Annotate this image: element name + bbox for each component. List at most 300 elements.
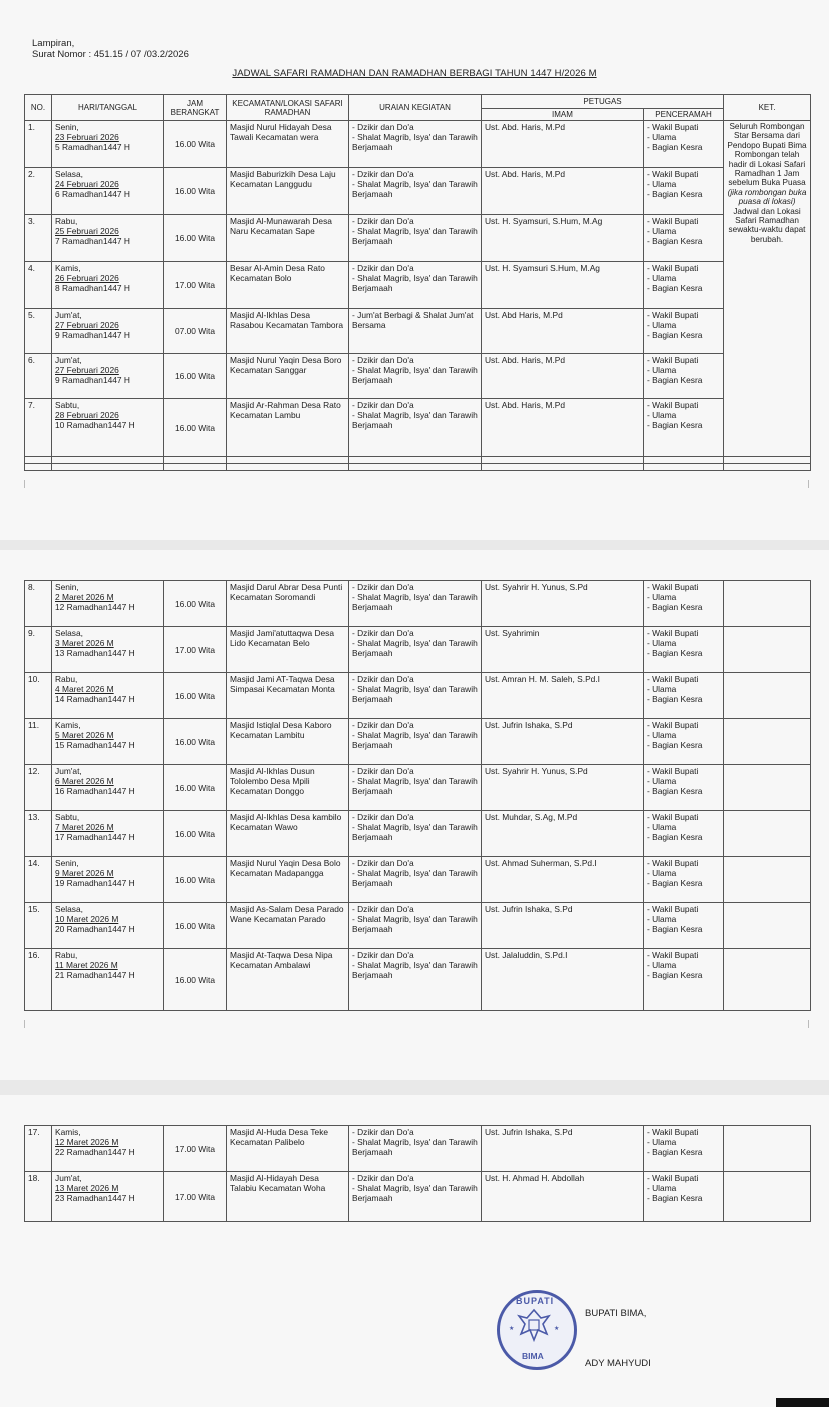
day-name: Senin, (55, 582, 79, 592)
penceramah-item: - Wakil Bupati (647, 122, 720, 132)
penceramah-item: - Bagian Kesra (647, 142, 720, 152)
empty-cell (164, 457, 227, 464)
penceramah-item: - Bagian Kesra (647, 924, 720, 934)
date-hijri: 22 Ramadhan1447 H (55, 1147, 135, 1157)
uraian-item: - Shalat Magrib, Isya' dan Tarawih Berjamaah (352, 776, 478, 796)
cell-hari (52, 581, 164, 627)
uraian-item: - Dzikir dan Do'a (352, 766, 478, 776)
empty-cell (644, 457, 724, 464)
date-masehi: 12 Maret 2026 M (55, 1137, 119, 1147)
cell-no: 11. (25, 719, 52, 765)
date-hijri: 7 Ramadhan1447 H (55, 236, 130, 246)
signature-block (497, 1290, 697, 1380)
cell-penceramah (644, 215, 724, 262)
signature-role: BUPATI BIMA, (585, 1308, 647, 1319)
cell-ket (724, 857, 811, 903)
date-masehi: 11 Maret 2026 M (55, 960, 118, 970)
cell-jam: 16.00 Wita (164, 949, 227, 1011)
penceramah-item: - Bagian Kesra (647, 420, 720, 430)
table-row (25, 627, 811, 673)
cell-penceramah (644, 1172, 724, 1222)
table-row (25, 581, 811, 627)
cell-no: 17. (25, 1126, 52, 1172)
date-masehi: 28 Februari 2026 (55, 410, 119, 420)
day-name: Kamis, (55, 720, 81, 730)
cell-jam: 16.00 Wita (164, 765, 227, 811)
cell-uraian (349, 857, 482, 903)
schedule-table-3 (24, 1125, 811, 1222)
uraian-item: - Shalat Magrib, Isya' dan Tarawih Berjamaah (352, 868, 478, 888)
seal-bottom-text: BIMA (522, 1351, 544, 1361)
cell-imam: Ust. H. Syamsuri, S.Hum, M.Ag (482, 215, 644, 262)
ket-line: Jadwal dan Lokasi Safari Ramadhan sewaktu-waktu dapat berubah. (728, 206, 806, 244)
cell-hari (52, 903, 164, 949)
penceramah-item: - Ulama (647, 730, 720, 740)
schedule-table-2 (24, 580, 811, 1011)
table-row (25, 903, 811, 949)
day-name: Jum'at, (55, 766, 82, 776)
penceramah-item: - Bagian Kesra (647, 970, 720, 980)
cell-no: 5. (25, 309, 52, 354)
cell-lokasi: Masjid Nurul Yaqin Desa Bolo Kecamatan Madapangga (227, 857, 349, 903)
penceramah-item: - Wakil Bupati (647, 766, 720, 776)
uraian-item: - Dzikir dan Do'a (352, 1173, 478, 1183)
penceramah-item: - Ulama (647, 914, 720, 924)
cell-no: 8. (25, 581, 52, 627)
table-row (25, 309, 811, 354)
cell-imam: Ust. H. Ahmad H. Abdollah (482, 1172, 644, 1222)
penceramah-item: - Ulama (647, 776, 720, 786)
cell-jam: 16.00 Wita (164, 719, 227, 765)
date-hijri: 17 Ramadhan1447 H (55, 832, 135, 842)
cell-lokasi: Masjid Nurul Hidayah Desa Tawali Kecamatan wera (227, 121, 349, 168)
cell-imam: Ust. Syahrir H. Yunus, S.Pd (482, 581, 644, 627)
uraian-item: - Dzikir dan Do'a (352, 628, 478, 638)
cell-lokasi: Masjid Istiqlal Desa Kaboro Kecamatan Lambitu (227, 719, 349, 765)
penceramah-item: - Ulama (647, 410, 720, 420)
penceramah-item: - Wakil Bupati (647, 858, 720, 868)
uraian-item: - Dzikir dan Do'a (352, 582, 478, 592)
cell-lokasi: Masjid Nurul Yaqin Desa Boro Kecamatan Sanggar (227, 354, 349, 399)
uraian-item: - Shalat Magrib, Isya' dan Tarawih Berjamaah (352, 730, 478, 750)
cell-penceramah (644, 765, 724, 811)
date-masehi: 3 Maret 2026 M (55, 638, 114, 648)
uraian-item: - Shalat Magrib, Isya' dan Tarawih Berjamaah (352, 822, 478, 842)
cell-lokasi: Masjid Al-Ikhlas Desa kambilo Kecamatan Wawo (227, 811, 349, 857)
cell-imam: Ust. Abd Haris, M.Pd (482, 309, 644, 354)
crop-mark (800, 480, 809, 488)
date-masehi: 9 Maret 2026 M (55, 868, 114, 878)
empty-cell (164, 464, 227, 471)
penceramah-item: - Ulama (647, 1137, 720, 1147)
cell-ket (724, 811, 811, 857)
cell-uraian (349, 399, 482, 457)
table-row (25, 215, 811, 262)
surat-nomor: Surat Nomor : 451.15 / 07 /03.2/2026 (32, 49, 189, 60)
cell-hari (52, 399, 164, 457)
date-hijri: 9 Ramadhan1447 H (55, 375, 130, 385)
uraian-item: - Dzikir dan Do'a (352, 720, 478, 730)
page-1 (0, 0, 829, 540)
date-masehi: 26 Februari 2026 (55, 273, 119, 283)
empty-cell (227, 457, 349, 464)
uraian-item: - Dzikir dan Do'a (352, 263, 478, 273)
cell-jam: 16.00 Wita (164, 354, 227, 399)
penceramah-item: - Ulama (647, 592, 720, 602)
penceramah-item: - Wakil Bupati (647, 674, 720, 684)
penceramah-item: - Wakil Bupati (647, 812, 720, 822)
penceramah-item: - Bagian Kesra (647, 283, 720, 293)
cell-jam: 07.00 Wita (164, 309, 227, 354)
empty-cell (482, 457, 644, 464)
cell-uraian (349, 168, 482, 215)
penceramah-item: - Wakil Bupati (647, 904, 720, 914)
uraian-item: - Jum'at Berbagi & Shalat Jum'at Bersama (352, 310, 478, 330)
cell-hari (52, 1172, 164, 1222)
cell-no: 6. (25, 354, 52, 399)
day-name: Senin, (55, 858, 79, 868)
col-hari: HARI/TANGGAL (52, 95, 164, 121)
penceramah-item: - Bagian Kesra (647, 236, 720, 246)
uraian-item: - Shalat Magrib, Isya' dan Tarawih Berjamaah (352, 179, 478, 199)
penceramah-item: - Ulama (647, 868, 720, 878)
date-masehi: 10 Maret 2026 M (55, 914, 119, 924)
penceramah-item: - Ulama (647, 638, 720, 648)
cell-hari (52, 673, 164, 719)
uraian-item: - Shalat Magrib, Isya' dan Tarawih Berjamaah (352, 684, 478, 704)
uraian-item: - Shalat Magrib, Isya' dan Tarawih Berjamaah (352, 365, 478, 385)
cell-penceramah (644, 857, 724, 903)
col-ket: KET. (724, 95, 811, 121)
page-2 (0, 550, 829, 1080)
day-name: Jum'at, (55, 355, 82, 365)
date-masehi: 6 Maret 2026 M (55, 776, 114, 786)
uraian-item: - Shalat Magrib, Isya' dan Tarawih Berjamaah (352, 226, 478, 246)
uraian-item: - Dzikir dan Do'a (352, 812, 478, 822)
uraian-item: - Dzikir dan Do'a (352, 904, 478, 914)
table-row (25, 168, 811, 215)
empty-cell (349, 464, 482, 471)
empty-cell (52, 457, 164, 464)
uraian-item: - Shalat Magrib, Isya' dan Tarawih Berjamaah (352, 273, 478, 293)
cell-jam: 16.00 Wita (164, 121, 227, 168)
penceramah-item: - Bagian Kesra (647, 740, 720, 750)
day-name: Jum'at, (55, 310, 82, 320)
date-hijri: 5 Ramadhan1447 H (55, 142, 130, 152)
date-hijri: 23 Ramadhan1447 H (55, 1193, 135, 1203)
table-row (25, 1126, 811, 1172)
cell-hari (52, 765, 164, 811)
day-name: Jum'at, (55, 1173, 82, 1183)
empty-row (25, 457, 811, 464)
date-masehi: 7 Maret 2026 M (55, 822, 114, 832)
cell-lokasi: Masjid Al-Ikhlas Dusun Tololembo Desa Mpili Kecamatan Donggo (227, 765, 349, 811)
cell-uraian (349, 215, 482, 262)
date-hijri: 21 Ramadhan1447 H (55, 970, 135, 980)
penceramah-item: - Wakil Bupati (647, 169, 720, 179)
date-hijri: 20 Ramadhan1447 H (55, 924, 135, 934)
cell-ket (724, 719, 811, 765)
cell-lokasi: Masjid At-Taqwa Desa Nipa Kecamatan Ambalawi (227, 949, 349, 1011)
penceramah-item: - Bagian Kesra (647, 189, 720, 199)
cell-jam: 16.00 Wita (164, 903, 227, 949)
date-hijri: 15 Ramadhan1447 H (55, 740, 135, 750)
cell-no: 10. (25, 673, 52, 719)
table-row (25, 262, 811, 309)
col-lokasi: KECAMATAN/LOKASI SAFARI RAMADHAN (227, 95, 349, 121)
cell-uraian (349, 121, 482, 168)
uraian-item: - Dzikir dan Do'a (352, 216, 478, 226)
cell-uraian (349, 262, 482, 309)
cell-lokasi: Masjid Ar-Rahman Desa Rato Kecamatan Lambu (227, 399, 349, 457)
cell-uraian (349, 1126, 482, 1172)
uraian-item: - Dzikir dan Do'a (352, 1127, 478, 1137)
cell-penceramah (644, 399, 724, 457)
cell-lokasi: Masjid Al-Huda Desa Teke Kecamatan Palibelo (227, 1126, 349, 1172)
col-petugas: PETUGAS (482, 95, 724, 109)
cell-jam: 16.00 Wita (164, 581, 227, 627)
uraian-item: - Dzikir dan Do'a (352, 169, 478, 179)
uraian-item: - Shalat Magrib, Isya' dan Tarawih Berjamaah (352, 132, 478, 152)
date-hijri: 12 Ramadhan1447 H (55, 602, 135, 612)
day-name: Kamis, (55, 1127, 81, 1137)
cell-penceramah (644, 673, 724, 719)
table-row (25, 354, 811, 399)
ket-line: Rombongan telah hadir di Lokasi Safari Ramadhan 1 Jam sebelum Buka Puasa (728, 150, 806, 188)
table-row (25, 949, 811, 1011)
table-row (25, 811, 811, 857)
date-masehi: 5 Maret 2026 M (55, 730, 114, 740)
lampiran-header (32, 38, 189, 60)
empty-cell (227, 464, 349, 471)
penceramah-item: - Bagian Kesra (647, 602, 720, 612)
uraian-item: - Dzikir dan Do'a (352, 355, 478, 365)
penceramah-item: - Ulama (647, 132, 720, 142)
penceramah-item: - Wakil Bupati (647, 263, 720, 273)
cell-lokasi: Masjid Jami AT-Taqwa Desa Simpasai Kecamatan Monta (227, 673, 349, 719)
cell-imam: Ust. Abd. Haris, M.Pd (482, 121, 644, 168)
cell-no: 2. (25, 168, 52, 215)
date-masehi: 24 Februari 2026 (55, 179, 119, 189)
cell-lokasi: Masjid Baburizkih Desa Laju Kecamatan Langgudu (227, 168, 349, 215)
table-body-1 (25, 121, 811, 471)
cell-hari (52, 168, 164, 215)
empty-cell (724, 457, 811, 464)
penceramah-item: - Ulama (647, 273, 720, 283)
cell-no: 14. (25, 857, 52, 903)
uraian-item: - Shalat Magrib, Isya' dan Tarawih Berjamaah (352, 592, 478, 612)
document-title: JADWAL SAFARI RAMADHAN DAN RAMADHAN BERBAGI TAHUN 1447 H/2026 M (232, 68, 597, 79)
date-masehi: 27 Februari 2026 (55, 320, 119, 330)
cell-jam: 16.00 Wita (164, 857, 227, 903)
day-name: Selasa, (55, 169, 83, 179)
cell-hari (52, 1126, 164, 1172)
day-name: Selasa, (55, 628, 83, 638)
penceramah-item: - Bagian Kesra (647, 786, 720, 796)
cell-no: 18. (25, 1172, 52, 1222)
day-name: Rabu, (55, 950, 78, 960)
date-masehi: 13 Maret 2026 M (55, 1183, 119, 1193)
penceramah-item: - Ulama (647, 320, 720, 330)
day-name: Kamis, (55, 263, 81, 273)
empty-cell (482, 464, 644, 471)
day-name: Rabu, (55, 216, 78, 226)
date-hijri: 10 Ramadhan1447 H (55, 420, 135, 430)
cell-jam: 17.00 Wita (164, 1172, 227, 1222)
cell-penceramah (644, 262, 724, 309)
col-uraian: URAIAN KEGIATAN (349, 95, 482, 121)
date-hijri: 9 Ramadhan1447 H (55, 330, 130, 340)
day-name: Rabu, (55, 674, 78, 684)
date-hijri: 8 Ramadhan1447 H (55, 283, 130, 293)
cell-imam: Ust. Syahrir H. Yunus, S.Pd (482, 765, 644, 811)
cell-penceramah (644, 309, 724, 354)
cell-imam: Ust. H. Syamsuri S.Hum, M.Ag (482, 262, 644, 309)
cell-ket (724, 581, 811, 627)
cell-imam: Ust. Abd. Haris, M.Pd (482, 354, 644, 399)
uraian-item: - Dzikir dan Do'a (352, 122, 478, 132)
cell-penceramah (644, 581, 724, 627)
penceramah-item: - Bagian Kesra (647, 330, 720, 340)
penceramah-item: - Ulama (647, 365, 720, 375)
empty-cell (644, 464, 724, 471)
empty-cell (724, 464, 811, 471)
day-name: Selasa, (55, 904, 83, 914)
schedule-table-1 (24, 94, 811, 471)
cell-penceramah (644, 354, 724, 399)
penceramah-item: - Wakil Bupati (647, 1127, 720, 1137)
table-row (25, 399, 811, 457)
uraian-item: - Shalat Magrib, Isya' dan Tarawih Berjamaah (352, 914, 478, 934)
cell-uraian (349, 673, 482, 719)
uraian-item: - Shalat Magrib, Isya' dan Tarawih Berjamaah (352, 1137, 478, 1157)
empty-cell (349, 457, 482, 464)
cell-ket (724, 673, 811, 719)
penceramah-item: - Ulama (647, 960, 720, 970)
cell-imam: Ust. Syahrimin (482, 627, 644, 673)
cell-no: 16. (25, 949, 52, 1011)
cell-hari (52, 121, 164, 168)
cell-hari (52, 215, 164, 262)
penceramah-item: - Bagian Kesra (647, 1193, 720, 1203)
uraian-item: - Shalat Magrib, Isya' dan Tarawih Berjamaah (352, 410, 478, 430)
crop-mark (24, 1020, 33, 1028)
date-hijri: 19 Ramadhan1447 H (55, 878, 135, 888)
page-3 (0, 1095, 829, 1407)
cell-jam: 17.00 Wita (164, 262, 227, 309)
table-row (25, 1172, 811, 1222)
uraian-item: - Dzikir dan Do'a (352, 400, 478, 410)
cell-jam: 16.00 Wita (164, 168, 227, 215)
cell-lokasi: Masjid Al-Ikhlas Desa Rasabou Kecamatan Tambora (227, 309, 349, 354)
col-jam: JAM BERANGKAT (164, 95, 227, 121)
cell-uraian (349, 903, 482, 949)
penceramah-item: - Bagian Kesra (647, 375, 720, 385)
cell-uraian (349, 765, 482, 811)
date-masehi: 25 Februari 2026 (55, 226, 119, 236)
cell-lokasi: Masjid Al-Munawarah Desa Naru Kecamatan Sape (227, 215, 349, 262)
day-name: Sabtu, (55, 812, 80, 822)
penceramah-item: - Ulama (647, 1183, 720, 1193)
penceramah-item: - Ulama (647, 179, 720, 189)
date-hijri: 16 Ramadhan1447 H (55, 786, 135, 796)
penceramah-item: - Bagian Kesra (647, 832, 720, 842)
uraian-item: - Dzikir dan Do'a (352, 858, 478, 868)
penceramah-item: - Bagian Kesra (647, 1147, 720, 1157)
date-masehi: 4 Maret 2026 M (55, 684, 114, 694)
cell-jam: 17.00 Wita (164, 1126, 227, 1172)
date-hijri: 6 Ramadhan1447 H (55, 189, 130, 199)
penceramah-item: - Wakil Bupati (647, 216, 720, 226)
cell-no: 15. (25, 903, 52, 949)
cell-ket (724, 1172, 811, 1222)
penceramah-item: - Wakil Bupati (647, 628, 720, 638)
cell-uraian (349, 811, 482, 857)
cell-hari (52, 949, 164, 1011)
cell-penceramah (644, 949, 724, 1011)
penceramah-item: - Wakil Bupati (647, 1173, 720, 1183)
cell-ket (724, 949, 811, 1011)
uraian-item: - Shalat Magrib, Isya' dan Tarawih Berjamaah (352, 638, 478, 658)
cell-hari (52, 719, 164, 765)
cell-hari (52, 354, 164, 399)
cell-penceramah (644, 811, 724, 857)
cell-lokasi: Masjid Darul Abrar Desa Punti Kecamatan Soromandi (227, 581, 349, 627)
uraian-item: - Shalat Magrib, Isya' dan Tarawih Berjamaah (352, 1183, 478, 1203)
cell-no: 9. (25, 627, 52, 673)
penceramah-item: - Bagian Kesra (647, 878, 720, 888)
cell-hari (52, 309, 164, 354)
cell-jam: 17.00 Wita (164, 627, 227, 673)
table-row (25, 765, 811, 811)
uraian-item: - Dzikir dan Do'a (352, 950, 478, 960)
date-hijri: 13 Ramadhan1447 H (55, 648, 135, 658)
uraian-item: - Shalat Magrib, Isya' dan Tarawih Berjamaah (352, 960, 478, 980)
day-name: Sabtu, (55, 400, 80, 410)
cell-jam: 16.00 Wita (164, 215, 227, 262)
cell-no: 13. (25, 811, 52, 857)
seal-top-text: BUPATI (516, 1296, 555, 1306)
cell-penceramah (644, 627, 724, 673)
svg-text:★: ★ (554, 1326, 560, 1332)
empty-cell (52, 464, 164, 471)
crop-mark (24, 480, 33, 488)
date-masehi: 23 Februari 2026 (55, 132, 119, 142)
cell-jam: 16.00 Wita (164, 399, 227, 457)
cell-penceramah (644, 121, 724, 168)
cell-ket (724, 1126, 811, 1172)
penceramah-item: - Bagian Kesra (647, 648, 720, 658)
uraian-item: - Dzikir dan Do'a (352, 674, 478, 684)
lampiran-label: Lampiran, (32, 38, 75, 49)
cell-uraian (349, 354, 482, 399)
empty-row (25, 464, 811, 471)
cell-imam: Ust. Jalaluddin, S.Pd.I (482, 949, 644, 1011)
penceramah-item: - Wakil Bupati (647, 310, 720, 320)
penceramah-item: - Bagian Kesra (647, 694, 720, 704)
corner-bar (776, 1398, 829, 1407)
cell-hari (52, 857, 164, 903)
cell-imam: Ust. Jufrin Ishaka, S.Pd (482, 903, 644, 949)
penceramah-item: - Ulama (647, 226, 720, 236)
cell-imam: Ust. Jufrin Ishaka, S.Pd (482, 1126, 644, 1172)
date-masehi: 2 Maret 2026 M (55, 592, 114, 602)
penceramah-item: - Ulama (647, 684, 720, 694)
cell-uraian (349, 719, 482, 765)
cell-penceramah (644, 1126, 724, 1172)
penceramah-item: - Ulama (647, 822, 720, 832)
cell-imam: Ust. Jufrin Ishaka, S.Pd (482, 719, 644, 765)
